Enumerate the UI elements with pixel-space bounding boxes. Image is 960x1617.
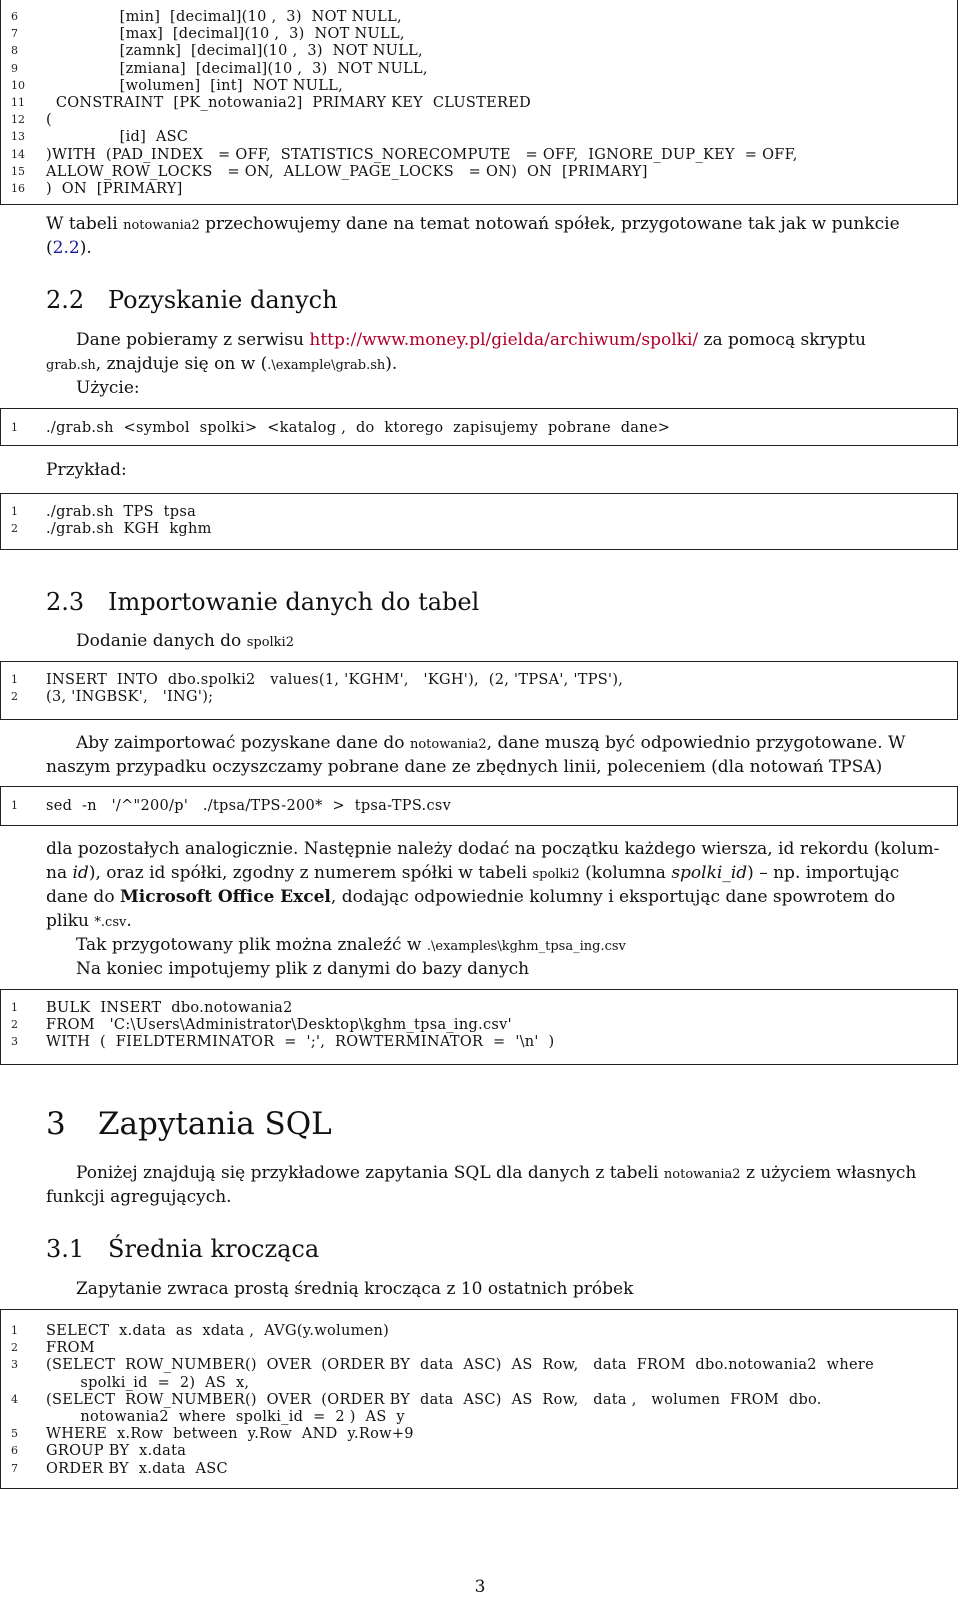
usage-label: Użycie: bbox=[76, 378, 140, 398]
code-text: sed -n '/^"200/p' ./tpsa/TPS-200* > tpsa-TPS.csv bbox=[46, 798, 452, 814]
code-block-bulk-insert bbox=[0, 989, 958, 1065]
paragraph-queries-2: funkcji agregujących. bbox=[46, 1187, 232, 1207]
code-text: [max] [decimal](10 , 3) NOT NULL, bbox=[46, 26, 405, 43]
section-heading-2-2: 2.2 Pozyskanie danych bbox=[46, 286, 338, 314]
paragraph-import-6: pliku *.csv. bbox=[46, 911, 132, 931]
paragraph-source: Dane pobieramy z serwisu http://www.money.pl/gielda/archiwum/spolki/ za pomocą skryptu bbox=[76, 330, 866, 350]
code-text: SELECT x.data as xdata , AVG(y.wolumen) bbox=[46, 1323, 390, 1339]
paragraph-import-2: naszym przypadku oczyszczamy pobrane dane ze zbędnych linii, poleceniem (dla notowań TPSA) bbox=[46, 757, 883, 777]
example-label: Przykład: bbox=[46, 460, 127, 480]
line-number: 7 bbox=[11, 1461, 18, 1475]
code-text: WITH ( FIELDTERMINATOR = ';', ROWTERMINATOR = '\n' ) bbox=[46, 1034, 555, 1051]
line-number: 2 bbox=[11, 690, 18, 704]
paragraph-moving-average: Zapytanie zwraca prostą średnią krocząca z 10 ostatnich próbek bbox=[76, 1279, 634, 1299]
section-heading-3-1: 3.1 Średnia krocząca bbox=[46, 1235, 320, 1263]
line-number: 2 bbox=[11, 1341, 18, 1355]
paragraph-import-8: Na koniec impotujemy plik z danymi do bazy danych bbox=[76, 959, 530, 979]
line-number: 14 bbox=[11, 147, 25, 161]
line-number: 1 bbox=[11, 505, 18, 518]
code-block-sed bbox=[0, 786, 958, 826]
paragraph-add-data: Dodanie danych do spolki2 bbox=[76, 631, 294, 651]
paragraph-import-3: dla pozostałych analogicznie. Następnie należy dodać na początku każdego wiersza, id rekordu (kolum- bbox=[46, 839, 940, 859]
line-number: 1 bbox=[11, 1324, 18, 1337]
line-number: 12 bbox=[11, 113, 25, 127]
code-text: FROM 'C:\Users\Administrator\Desktop\kghm_tpsa_ing.csv' bbox=[46, 1017, 512, 1034]
page-number: 3 bbox=[474, 1577, 486, 1597]
code-text: BULK INSERT dbo.notowania2 bbox=[46, 1000, 293, 1016]
code-text: GROUP BY x.data bbox=[46, 1443, 187, 1460]
line-number: 1 bbox=[11, 1001, 18, 1014]
paragraph-import-5: dane do Microsoft Office Excel, dodając odpowiednie kolumny i eksportując dane spowrotem do bbox=[46, 887, 896, 907]
line-number: 3 bbox=[11, 1358, 18, 1372]
line-number: 11 bbox=[11, 96, 25, 109]
code-text: WHERE x.Row between y.Row AND y.Row+9 bbox=[46, 1426, 414, 1443]
line-number: 1 bbox=[11, 421, 18, 434]
paragraph-notowania2-ref: (2.2). bbox=[46, 238, 92, 258]
code-text: (SELECT ROW_NUMBER() OVER (ORDER BY data ASC) AS Row, data , wolumen FROM dbo. bbox=[46, 1391, 822, 1408]
code-text: ( bbox=[46, 112, 52, 129]
code-text: ORDER BY x.data ASC bbox=[46, 1460, 228, 1477]
code-text: [zamnk] [decimal](10 , 3) NOT NULL, bbox=[46, 43, 423, 60]
code-text: [min] [decimal](10 , 3) NOT NULL, bbox=[46, 9, 402, 25]
code-block-usage bbox=[0, 408, 958, 446]
code-text: )WITH (PAD_INDEX = OFF, STATISTICS_NORECOMPUTE = OFF, IGNORE_DUP_KEY = OFF, bbox=[46, 146, 798, 163]
code-block-insert bbox=[0, 661, 958, 720]
line-number: 5 bbox=[11, 1427, 18, 1441]
code-text: ALLOW_ROW_LOCKS = ON, ALLOW_PAGE_LOCKS = ON) ON [PRIMARY] bbox=[46, 163, 648, 180]
code-block-example bbox=[0, 493, 958, 550]
code-text: FROM bbox=[46, 1340, 95, 1357]
line-number: 13 bbox=[11, 130, 25, 144]
code-text: (3, 'INGBSK', 'ING'); bbox=[46, 689, 214, 706]
line-number: 3 bbox=[11, 1035, 18, 1049]
section-heading-3: 3 Zapytania SQL bbox=[46, 1106, 332, 1142]
code-block-select bbox=[0, 1309, 958, 1489]
paragraph-import-7: Tak przygotowany plik można znaleźć w .\examples\kghm_tpsa_ing.csv bbox=[76, 935, 626, 955]
line-number: 7 bbox=[11, 27, 18, 41]
code-text: CONSTRAINT [PK_notowania2] PRIMARY KEY CLUSTERED bbox=[46, 95, 532, 111]
line-number: 9 bbox=[11, 61, 18, 75]
paragraph-import-1: Aby zaimportować pozyskane dane do notowania2, dane muszą być odpowiednio przygotowane. W bbox=[76, 733, 906, 753]
code-text: [id] ASC bbox=[46, 129, 189, 146]
code-text: ./grab.sh KGH kghm bbox=[46, 521, 212, 538]
paragraph-script-location: grab.sh, znajduje się on w (.\example\grab.sh). bbox=[46, 354, 398, 374]
code-text: ) ON [PRIMARY] bbox=[46, 181, 183, 197]
line-number: 8 bbox=[11, 44, 18, 58]
money-pl-link[interactable]: http://www.money.pl/gielda/archiwum/spolki/ bbox=[309, 330, 699, 350]
line-number: 10 bbox=[11, 78, 25, 92]
code-text: [wolumen] [int] NOT NULL, bbox=[46, 77, 344, 94]
code-text: ./grab.sh <symbol spolki> <katalog , do ktorego zapisujemy pobrane dane> bbox=[46, 420, 671, 436]
section-heading-2-3: 2.3 Importowanie danych do tabel bbox=[46, 588, 480, 616]
section-ref-link[interactable]: 2.2 bbox=[52, 238, 80, 258]
line-number: 16 bbox=[11, 182, 25, 195]
line-number: 2 bbox=[11, 1018, 18, 1032]
line-number: 6 bbox=[11, 1444, 18, 1458]
line-number: 2 bbox=[11, 522, 18, 536]
code-text: (SELECT ROW_NUMBER() OVER (ORDER BY data ASC) AS Row, data FROM dbo.notowania2 where bbox=[46, 1357, 874, 1374]
code-text: INSERT INTO dbo.spolki2 values(1, 'KGHM', 'KGH'), (2, 'TPSA', 'TPS'), bbox=[46, 672, 624, 688]
line-number: 4 bbox=[11, 1392, 18, 1406]
code-block-create-table bbox=[0, 0, 958, 205]
line-number: 15 bbox=[11, 164, 25, 178]
paragraph-queries-1: Poniżej znajdują się przykładowe zapytania SQL dla danych z tabeli notowania2 z użyciem własnych bbox=[76, 1163, 917, 1183]
code-text: notowania2 where spolki_id = 2 ) AS y bbox=[46, 1409, 405, 1425]
line-number: 6 bbox=[11, 10, 18, 23]
line-number: 1 bbox=[11, 673, 18, 686]
code-text: [zmiana] [decimal](10 , 3) NOT NULL, bbox=[46, 60, 428, 77]
paragraph-import-4: na id), oraz id spółki, zgodny z numerem spółki w tabeli spolki2 (kolumna spolki_id) – np. importując bbox=[46, 863, 900, 883]
code-text: spolki_id = 2) AS x, bbox=[46, 1374, 250, 1391]
code-text: ./grab.sh TPS tpsa bbox=[46, 504, 197, 520]
paragraph-notowania2: W tabeli notowania2 przechowujemy dane na temat notowań spółek, przygotowane tak jak w punkcie bbox=[46, 214, 900, 234]
line-number: 1 bbox=[11, 799, 18, 812]
